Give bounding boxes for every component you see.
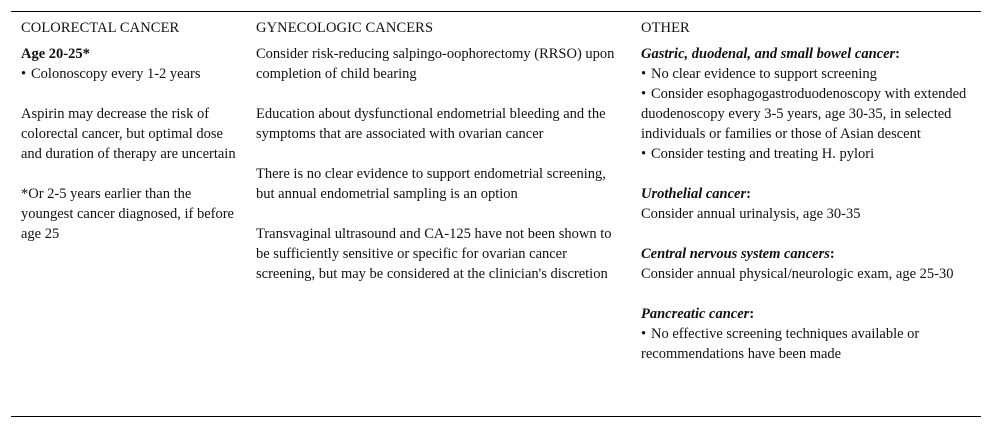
list-item: • Consider testing and treating H. pylori bbox=[641, 146, 875, 162]
bullet-icon: • bbox=[641, 86, 647, 102]
bullet-icon: • bbox=[641, 146, 647, 162]
colonoscopy-text: Colonoscopy every 1-2 years bbox=[31, 66, 201, 82]
gastric-heading: Gastric, duodenal, and small bowel cancer: bbox=[641, 46, 901, 62]
bullet-icon: • bbox=[641, 326, 647, 342]
list-item: • Consider esophagogastroduodenoscopy with extended duodenoscopy every 3-5 years, age 30-35, in selected individuals or families or those of Asian descent bbox=[641, 86, 967, 142]
cns-title: Central nervous system cancers bbox=[641, 246, 830, 262]
screening-table bbox=[11, 11, 981, 417]
ultrasound-paragraph: Transvaginal ultrasound and CA-125 have not been shown to be sufficiently sensitive or specific for ovarian cancer screening, but may be considered at the clinician's discretion bbox=[256, 226, 612, 282]
cns-text: Consider annual physical/neurologic exam, age 25-30 bbox=[641, 266, 954, 282]
cns-heading: Central nervous system cancers: bbox=[641, 246, 835, 262]
footnote: *Or 2-5 years earlier than the youngest cancer diagnosed, if before age 25 bbox=[21, 186, 234, 242]
list-item: • No clear evidence to support screening bbox=[641, 66, 877, 82]
list-item: • No effective screening techniques available or recommendations have been made bbox=[641, 326, 920, 362]
pancreatic-heading: Pancreatic cancer: bbox=[641, 306, 755, 322]
aspirin-note: Aspirin may decrease the risk of colorectal cancer, but optimal dose and duration of therapy are uncertain bbox=[21, 106, 236, 162]
bullet-icon: • bbox=[21, 66, 27, 82]
column-header-other: OTHER bbox=[641, 20, 690, 36]
urothelial-heading: Urothelial cancer: bbox=[641, 186, 751, 202]
urothelial-text: Consider annual urinalysis, age 30-35 bbox=[641, 206, 861, 222]
column-header-colorectal: COLORECTAL CANCER bbox=[21, 20, 180, 36]
pancreatic-title: Pancreatic cancer bbox=[641, 306, 750, 322]
list-item bbox=[21, 64, 241, 84]
education-paragraph: Education about dysfunctional endometrial bleeding and the symptoms that are associated with ovarian cancer bbox=[256, 106, 606, 142]
column-body-other bbox=[641, 44, 971, 364]
age-heading: Age 20-25* bbox=[21, 46, 90, 62]
bullet-icon: • bbox=[641, 66, 647, 82]
rrso-paragraph: Consider risk-reducing salpingo-oophorectomy (RRSO) upon completion of child bearing bbox=[256, 46, 615, 82]
urothelial-title: Urothelial cancer bbox=[641, 186, 747, 202]
column-header-gynecologic: GYNECOLOGIC CANCERS bbox=[256, 20, 434, 36]
column-body-gynecologic bbox=[256, 44, 616, 284]
endometrial-paragraph: There is no clear evidence to support endometrial screening, but annual endometrial sampling is an option bbox=[256, 166, 606, 202]
column-body-colorectal bbox=[21, 44, 241, 244]
gastric-title: Gastric, duodenal, and small bowel cancer bbox=[641, 46, 896, 62]
